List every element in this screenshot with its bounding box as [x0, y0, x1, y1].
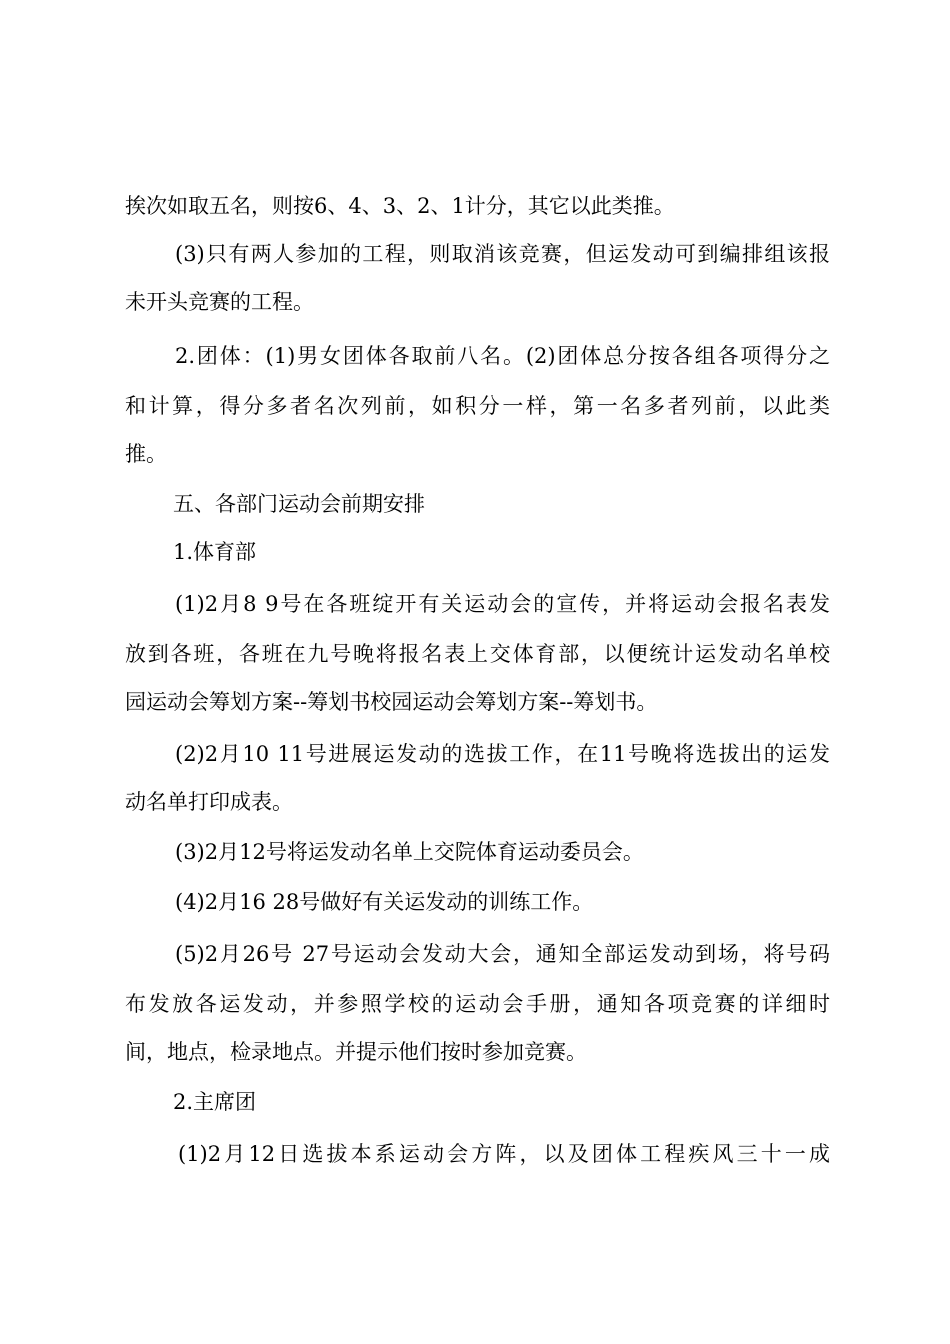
text-line-1: 挨次如取五名，则按6、4、3、2、1计分，其它以此类推。 [125, 194, 675, 218]
text-line-20: (1)2月12日选拔本系运动会方阵，以及团体工程疾风三十一成 [178, 1142, 830, 1166]
text-line-14: (3)2月12号将运发动名单上交院体育运动委员会。 [175, 840, 644, 864]
subsection-heading-1: 1.体育部 [173, 540, 257, 564]
subsection-heading-2: 2.主席团 [173, 1090, 257, 1114]
section-heading: 五、各部门运动会前期安排 [173, 492, 425, 516]
text-line-3: 未开头竞赛的工程。 [125, 290, 314, 314]
text-line-6: 推。 [125, 442, 167, 466]
text-line-9: (1)2月8 9号在各班绽开有关运动会的宣传，并将运动会报名表发 [175, 592, 830, 616]
text-line-17: 布发放各运发动，并参照学校的运动会手册，通知各项竞赛的详细时 [125, 992, 830, 1016]
text-line-15: (4)2月16 28号做好有关运发动的训练工作。 [175, 890, 594, 914]
text-line-5: 和计算，得分多者名次列前，如积分一样，第一名多者列前，以此类 [125, 394, 830, 418]
text-line-18: 间，地点，检录地点。并提示他们按时参加竞赛。 [125, 1040, 587, 1064]
text-line-12: (2)2月10 11号进展运发动的选拔工作，在11号晚将选拔出的运发 [175, 742, 830, 766]
text-line-13: 动名单打印成表。 [125, 790, 293, 814]
text-line-16: (5)2月26号 27号运动会发动大会，通知全部运发动到场，将号码 [175, 942, 830, 966]
text-line-2: (3)只有两人参加的工程，则取消该竞赛，但运发动可到编排组该报 [175, 242, 830, 266]
text-line-11: 园运动会筹划方案--筹划书校园运动会筹划方案--筹划书。 [125, 690, 658, 714]
text-line-4: 2.团体：(1)男女团体各取前八名。(2)团体总分按各组各项得分之 [175, 344, 830, 368]
text-line-10: 放到各班，各班在九号晚将报名表上交体育部，以便统计运发动名单校 [125, 642, 830, 666]
